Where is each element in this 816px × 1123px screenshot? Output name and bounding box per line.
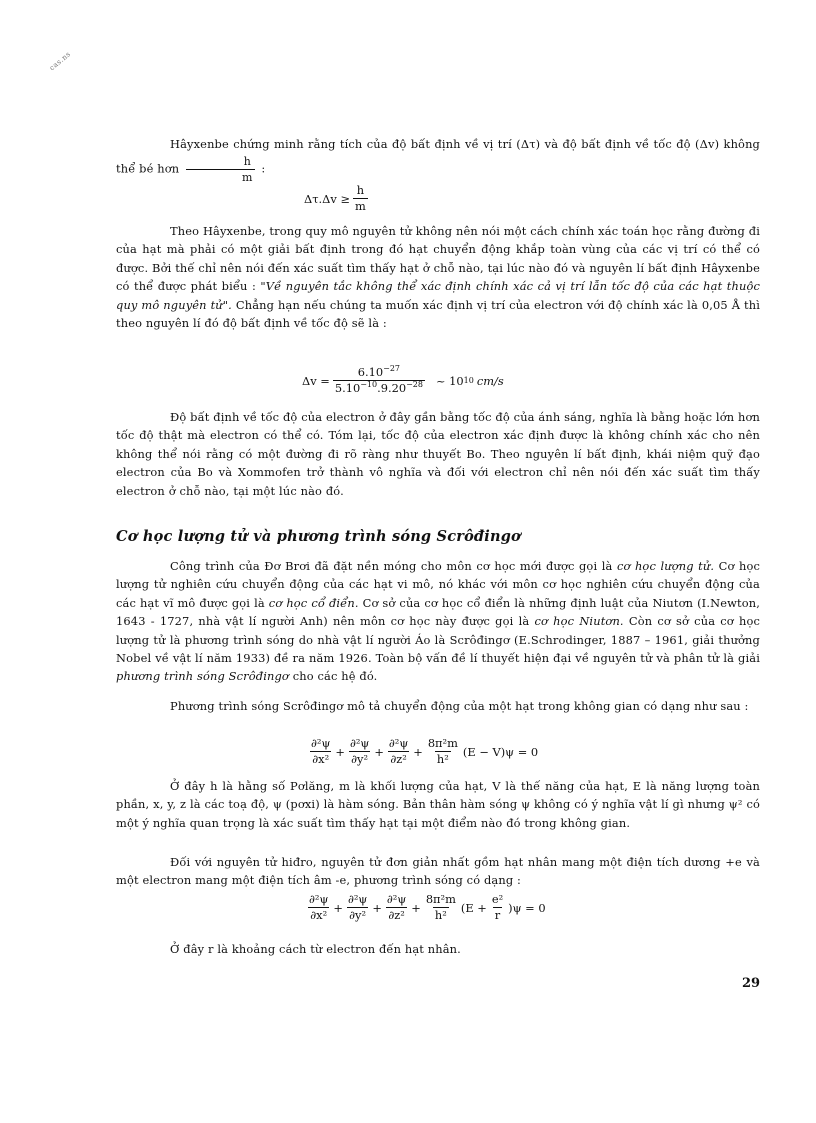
scan-mark: cas.ns [48,50,73,73]
section-heading: Cơ học lượng tử và phương trình sóng Scrôđingơ [116,528,521,545]
paragraph-electron-velocity: Độ bất định về tốc độ của electron ở đây gần bằng tốc độ của ánh sáng, nghĩa là bằng hoặc lớn hơn tốc độ thật mà electron có thể có. Tóm lại, tốc độ của electron xác định được là không chính xác cho nên không thể nói rằng có một đường đi rõ ràng như thuyết Bo. Theo nguyên lí bất định, khái niệm quỹ đạo electron của Bo và Xommofen trở thành vô nghĩa và đối với electron chỉ nên nói đến xác suất tìm thấy electron ở chỗ nào, tại một lúc nào đó. [116,410,760,498]
paragraph-hydrogen: Đối với nguyên tử hiđro, nguyên tử đơn giản nhất gồm hạt nhân mang một điện tích dương +e và một electron mang một điện tích âm -e, phương trình sóng có dạng : [116,855,760,888]
equation-uncertainty: Δτ.Δv ≥ $\frac{h}{m}$ [304,183,366,213]
paragraph-wave-equation-intro: Phương trình sóng Scrôđingơ mô tả chuyển động của một hạt trong không gian có dạng như sau : [170,699,749,713]
equation-schrodinger: $\frac{\text{∂²ψ}}{\text{∂x²}}$ + $\frac{\text{∂²ψ}}{\text{∂y²}}$ + $\frac{\text{∂²ψ}}{\text{∂z²}}$ + $\frac{\text{8π²m}}{\text{h²}}$ (E − V)ψ = 0 [311,736,539,766]
equation-velocity-uncertainty: Δv = $\frac{6.10^{-27}}{5.10^{-10}.9.20^{-28}}$ ~ 10 10 cm/s [302,364,504,395]
page-number: 29 [742,976,761,991]
principle-quote: "Về nguyên tắc không thể xác định chính xác cả vị trí lẫn tốc độ của các hạt thuộc quy mô nguyên tử". [116,279,760,312]
p1-text: Hâyxenbe chứng minh rằng tích của độ bất định về vị trí (Δτ) và độ bất định về tốc độ (Δv) không thể bé hơn [116,137,760,176]
paragraph-r-definition: Ở đây r là khoảng cách từ electron đến hạt nhân. [170,942,461,956]
paragraph-uncertainty-intro: Hâyxenbe chứng minh rằng tích của độ bất định về vị trí (Δτ) và độ bất định về tốc độ (Δv) không thể bé hơn $\frac{h}{m}$ : [116,137,760,184]
paragraph-quantum-mechanics: Công trình của Đơ Brơi đã đặt nền móng cho môn cơ học mới được gọi là cơ học lượng tử. Cơ học lượng tử nghiên cứu chuyển động của các hạt vi mô, nó khác với môn cơ học nghiên cứu chuyển động của các hạt vĩ mô được gọi là cơ học cổ điển. Cơ sở của cơ học cổ điển là những định luật của Niutơn (I.Newton, 1643 - 1727, nhà vật lí người Anh) nên môn cơ học này được gọi là cơ học Niutơn. Còn cơ sở của cơ học lượng tử là phương trình sóng do nhà vật lí người Áo là Scrôđingơ (E.Schrodinger, 1887 – 1961, giải thưởng Nobel về vật lí năm 1933) đề ra năm 1926. Toàn bộ vấn đề lí thuyết hiện đại về nguyên tử và phân tử là giải phương trình sóng Scrôđingơ cho các hệ đó. [116,559,760,684]
inline-fraction-h-over-m: $\frac{h}{m}$ [186,155,255,184]
paragraph-variables: Ở đây h là hằng số Pơlăng, m là khối lượng của hạt, V là thế năng của hạt, E là năng lượng toàn phần, x, y, z là các toạ độ, ψ (pơxi) là hàm sóng. Bản thân hàm sóng ψ không có ý nghĩa vật lí gì nhưng ψ² có một ý nghĩa quan trọng là xác suất tìm thấy hạt tại một điểm nào đó trong không gian. [116,779,760,830]
equation-hydrogen: $\frac{\text{∂²ψ}}{\text{∂x²}}$ + $\frac{\text{∂²ψ}}{\text{∂y²}}$ + $\frac{\text{∂²ψ}}{\text{∂z²}}$ + $\frac{\text{8π²m}}{\text{h²}}$ (E + $\frac{\text{e²}}{r}$ )ψ = 0 [309,892,546,922]
paragraph-heisenberg-principle: Theo Hâyxenbe, trong quy mô nguyên tử không nên nói một cách chính xác toán học rằng đường đi của hạt mà phải có một giải bất định trong đó hạt chuyển động khắp toàn vùng của các vị trí có thể có được. Bởi thế chỉ nên nói đến xác suất tìm thấy hạt ở chỗ nào, tại lúc nào đó và nguyên lí bất định Hâyxenbe có thể được phát biểu : "Về nguyên tắc không thể xác định chính xác cả vị trí lẫn tốc độ của các hạt thuộc quy mô nguyên tử". Chẳng hạn nếu chúng ta muốn xác định vị trí của electron với độ chính xác là 0,05 Å thì theo nguyên lí đó độ bất định về tốc độ sẽ là : [116,224,760,331]
